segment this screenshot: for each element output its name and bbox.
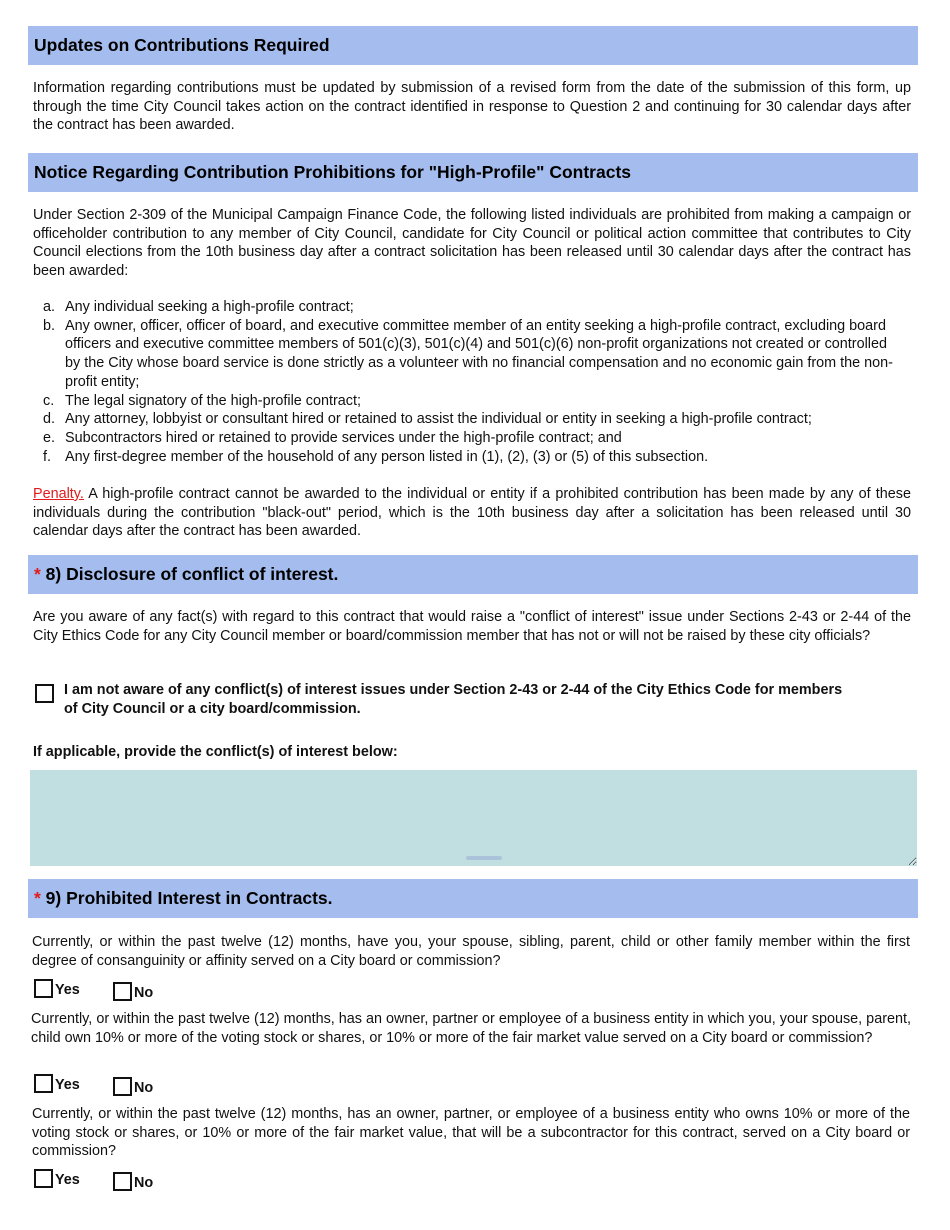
section-header-updates <box>28 26 918 65</box>
section-title: Updates on Contributions Required <box>34 35 330 55</box>
list-item-text: Any first-degree member of the household of any person listed in (1), (2), (3) or (5) of this subsection. <box>65 448 709 465</box>
required-asterisk: * <box>34 888 41 908</box>
list-item <box>33 392 903 411</box>
section-header-8 <box>28 555 918 594</box>
q1-no-checkbox[interactable] <box>113 982 132 1001</box>
section-header-9 <box>28 879 918 918</box>
notice-intro-paragraph: Under Section 2-309 of the Municipal Campaign Finance Code, the following listed individuals are prohibited from making a campaign or officeholder contribution to any member of City Council, candidate for City Council or political action committee that contributes to City Council elections from the 10th business day after a contract solicitation has been released until 30 calendar days after the contract has been awarded: <box>33 207 911 280</box>
list-marker: b. <box>43 317 56 334</box>
q3-no-checkbox[interactable] <box>113 1172 132 1191</box>
list-item <box>33 317 903 392</box>
conflict-details-textarea[interactable] <box>30 770 917 866</box>
prohibited-individuals-list <box>33 298 903 466</box>
q1-no-label: No <box>134 985 154 1001</box>
list-item-text: Any owner, officer, officer of board, and executive committee member of an entity seeking a high-profile contract, excluding board officers and executive committee members of 501(c)(3), 501(c)(4) and 501(c)(6) non-profit organizations not created or controlled by the City whose board service is done strictly as a volunteer with no financial compensation and no economic gain from the non-profit entity; <box>65 317 893 390</box>
list-marker: d. <box>43 411 56 428</box>
q3-no-label: No <box>134 1175 154 1191</box>
q3-yes-checkbox[interactable] <box>34 1169 53 1188</box>
textarea-resize-grip[interactable] <box>466 856 502 860</box>
penalty-text: A high-profile contract cannot be awarded to the individual or entity if a prohibited contribution has been made by any of these individuals during the contribution "black-out" period, which is the 10th business day after a solicitation has been released until 30 calendar days after the contract has been awarded. <box>33 486 911 540</box>
q2-yes-label: Yes <box>55 1077 80 1093</box>
list-item-text: Subcontractors hired or retained to provide services under the high-profile contract; and <box>65 429 622 446</box>
penalty-label: Penalty. <box>33 486 84 502</box>
list-marker: e. <box>43 429 56 446</box>
section-title: Notice Regarding Contribution Prohibitions for "High-Profile" Contracts <box>34 162 631 182</box>
list-marker: f. <box>43 448 51 465</box>
q1-yes-checkbox[interactable] <box>34 979 53 998</box>
list-item-text: Any attorney, lobbyist or consultant hired or retained to assist the individual or entity in seeking a high-profile contract; <box>65 411 812 428</box>
list-item <box>33 448 903 467</box>
list-item <box>33 410 903 429</box>
no-conflict-checkbox-label: I am not aware of any conflict(s) of interest issues under Section 2-43 or 2-44 of the City Ethics Code for members of City Council or a city board/commission. <box>64 682 843 717</box>
prohibited-question-1: Currently, or within the past twelve (12) months, have you, your spouse, sibling, parent, child or other family member within the first degree of consanguinity or affinity served on a City board or commission? <box>32 934 910 969</box>
required-asterisk: * <box>34 564 41 584</box>
list-item <box>33 429 903 448</box>
q1-yes-label: Yes <box>55 982 80 998</box>
list-marker: c. <box>43 392 55 409</box>
section-title: 8) Disclosure of conflict of interest. <box>40 564 339 584</box>
q2-no-label: No <box>134 1080 154 1096</box>
prohibited-question-3: Currently, or within the past twelve (12) months, has an owner, partner, or employee of a business entity who owns 10% or more of the voting stock or shares, or 10% or more of the fair market value, that will be a subcontractor for this contract, served on a City board or commission? <box>32 1106 910 1160</box>
q2-yes-checkbox[interactable] <box>34 1074 53 1093</box>
q2-no-checkbox[interactable] <box>113 1077 132 1096</box>
list-item-text: The legal signatory of the high-profile contract; <box>65 392 361 409</box>
q3-yes-label: Yes <box>55 1172 80 1188</box>
section-title: 9) Prohibited Interest in Contracts. <box>40 888 333 908</box>
penalty-paragraph <box>33 485 911 541</box>
conflict-question: Are you aware of any fact(s) with regard to this contract that would raise a "conflict of interest" issue under Sections 2-43 or 2-44 of the City Ethics Code for any City Council member or board/commission member that has not or will not be raised by these city officials? <box>33 609 911 644</box>
conflict-textarea-label: If applicable, provide the conflict(s) of interest below: <box>33 744 398 760</box>
no-conflict-checkbox[interactable] <box>35 684 54 703</box>
prohibited-question-2: Currently, or within the past twelve (12) months, has an owner, partner or employee of a business entity in which you, your spouse, parent, child own 10% or more of the voting stock or shares, or 10% or more of the fair market value served on a City board or commission? <box>31 1011 911 1046</box>
section-header-notice <box>28 153 918 192</box>
list-marker: a. <box>43 299 56 315</box>
updates-paragraph: Information regarding contributions must be updated by submission of a revised form from the date of the submission of this form, up through the time City Council takes action on the contract identified in response to Question 2 and continuing for 30 calendar days after the contract has been awarded. <box>33 80 911 134</box>
list-item-text: Any individual seeking a high-profile contract; <box>65 299 354 315</box>
list-item <box>33 298 903 317</box>
